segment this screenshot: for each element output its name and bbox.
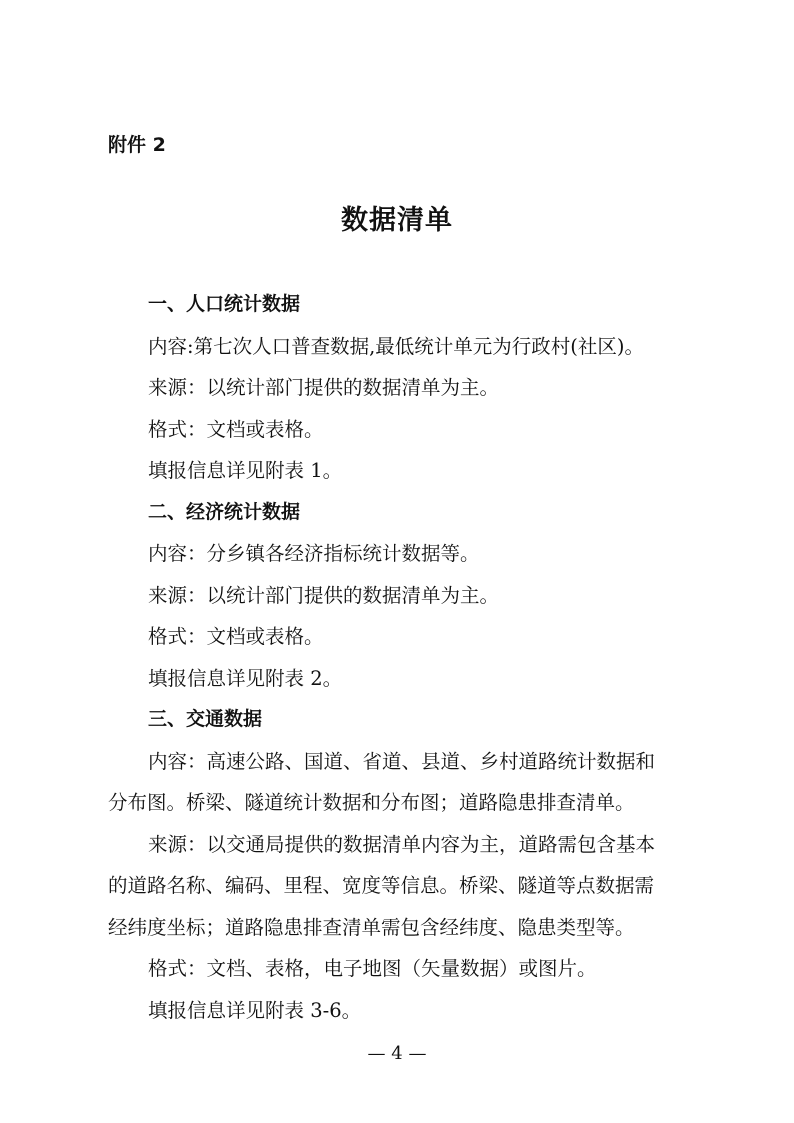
document-body xyxy=(108,284,708,1031)
paragraph-line: 来源：以交通局提供的数据清单内容为主，道路需包含基本 xyxy=(148,832,656,856)
paragraph-line: 内容：分乡镇各经济指标统计数据等。 xyxy=(148,542,480,565)
page-title: 数据清单 xyxy=(341,205,453,236)
paragraph-line: 内容:第七次人口普查数据,最低统计单元为行政村(社区)。 xyxy=(148,334,644,358)
paragraph-line: 格式：文档或表格。 xyxy=(148,417,324,441)
paragraph-line-continued: 经纬度坐标；道路隐患排查清单需包含经纬度、隐患类型等。 xyxy=(108,915,635,939)
section-heading: 一、人口统计数据 xyxy=(148,293,301,315)
paragraph-line-continued: 的道路名称、编码、里程、宽度等信息。桥梁、隧道等点数据需 xyxy=(108,874,655,897)
paragraph-line: 来源：以统计部门提供的数据清单为主。 xyxy=(148,583,500,607)
section-heading: 二、经济统计数据 xyxy=(148,500,301,523)
paragraph-line: 来源：以统计部门提供的数据清单为主。 xyxy=(148,376,500,399)
attachment-label: 附件 2 xyxy=(108,134,166,156)
page-number: — 4 — xyxy=(367,1043,427,1064)
paragraph-line: 填报信息详见附表 2。 xyxy=(148,666,343,690)
paragraph-line: 格式：文档、表格，电子地图（矢量数据）或图片。 xyxy=(148,957,597,980)
paragraph-line-continued: 分布图。桥梁、隧道统计数据和分布图；道路隐患排查清单。 xyxy=(108,791,635,814)
section-heading: 三、交通数据 xyxy=(148,708,263,730)
paragraph-line: 填报信息详见附表 3-6。 xyxy=(148,998,362,1022)
paragraph-line: 格式：文档或表格。 xyxy=(148,625,324,648)
paragraph-line: 内容：高速公路、国道、省道、县道、乡村道路统计数据和 xyxy=(148,749,656,773)
paragraph-line: 填报信息详见附表 1。 xyxy=(148,459,343,482)
